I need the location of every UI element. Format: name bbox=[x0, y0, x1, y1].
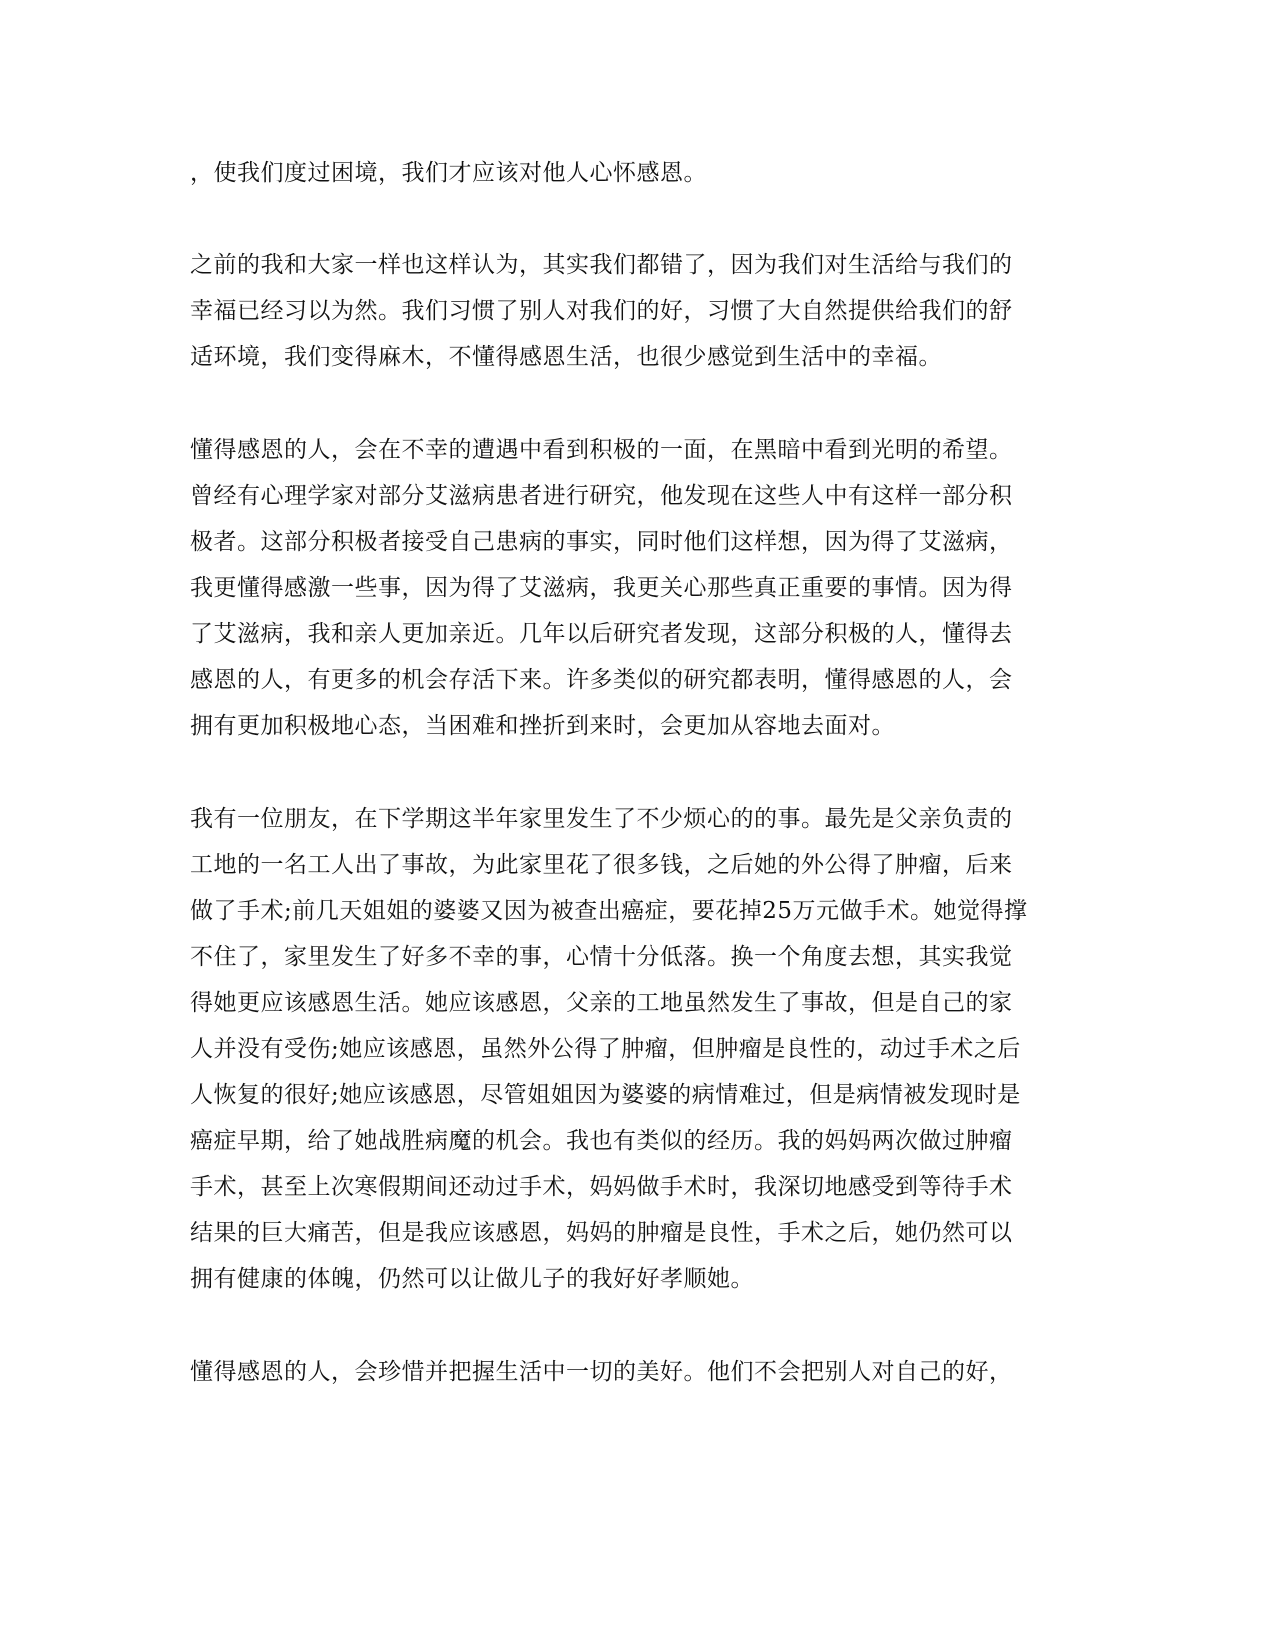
text-line: 拥有健康的体魄，仍然可以让做儿子的我好好孝顺她。 bbox=[190, 1266, 754, 1292]
text-line: 适环境，我们变得麻木，不懂得感恩生活，也很少感觉到生活中的幸福。 bbox=[190, 344, 942, 370]
text-line: 感恩的人，有更多的机会存活下来。许多类似的研究都表明，懂得感恩的人，会 bbox=[190, 667, 1013, 693]
text-line: 极者。这部分积极者接受自己患病的事实，同时他们这样想，因为得了艾滋病， bbox=[190, 529, 1013, 555]
text-line: 做了手术;前几天姐姐的婆婆又因为被查出癌症，要花掉25万元做手术。她觉得撑 bbox=[190, 898, 1028, 924]
text-line: 人恢复的很好;她应该感恩，尽管姐姐因为婆婆的病情难过，但是病情被发现时是 bbox=[190, 1082, 1021, 1108]
text-line: 拥有更加积极地心态，当困难和挫折到来时，会更加从容地去面对。 bbox=[190, 713, 895, 739]
text-line: 手术，甚至上次寒假期间还动过手术，妈妈做手术时，我深切地感受到等待手术 bbox=[190, 1174, 1013, 1200]
text-line: 人并没有受伤;她应该感恩，虽然外公得了肿瘤，但肿瘤是良性的，动过手术之后 bbox=[190, 1036, 1021, 1062]
text-line: ，使我们度过困境，我们才应该对他人心怀感恩。 bbox=[190, 160, 707, 186]
text-line: 幸福已经习以为然。我们习惯了别人对我们的好，习惯了大自然提供给我们的舒 bbox=[190, 298, 1013, 324]
text-line: 得她更应该感恩生活。她应该感恩，父亲的工地虽然发生了事故，但是自己的家 bbox=[190, 990, 1013, 1016]
text-line: 懂得感恩的人，会在不幸的遭遇中看到积极的一面，在黑暗中看到光明的希望。 bbox=[190, 437, 1013, 463]
text-line: 不住了，家里发生了好多不幸的事，心情十分低落。换一个角度去想，其实我觉 bbox=[190, 944, 1013, 970]
text-line: 曾经有心理学家对部分艾滋病患者进行研究，他发现在这些人中有这样一部分积 bbox=[190, 483, 1013, 509]
text-line: 工地的一名工人出了事故，为此家里花了很多钱，之后她的外公得了肿瘤，后来 bbox=[190, 852, 1013, 878]
text-line: 癌症早期，给了她战胜病魔的机会。我也有类似的经历。我的妈妈两次做过肿瘤 bbox=[190, 1128, 1013, 1154]
text-line: 结果的巨大痛苦，但是我应该感恩，妈妈的肿瘤是良性，手术之后，她仍然可以 bbox=[190, 1220, 1013, 1246]
text-line: 之前的我和大家一样也这样认为，其实我们都错了，因为我们对生活给与我们的 bbox=[190, 252, 1013, 278]
text-line: 懂得感恩的人，会珍惜并把握生活中一切的美好。他们不会把别人对自己的好， bbox=[190, 1359, 1013, 1385]
text-line: 了艾滋病，我和亲人更加亲近。几年以后研究者发现，这部分积极的人，懂得去 bbox=[190, 621, 1013, 647]
text-line: 我更懂得感激一些事，因为得了艾滋病，我更关心那些真正重要的事情。因为得 bbox=[190, 575, 1013, 601]
text-line: 我有一位朋友，在下学期这半年家里发生了不少烦心的的事。最先是父亲负责的 bbox=[190, 806, 1013, 832]
